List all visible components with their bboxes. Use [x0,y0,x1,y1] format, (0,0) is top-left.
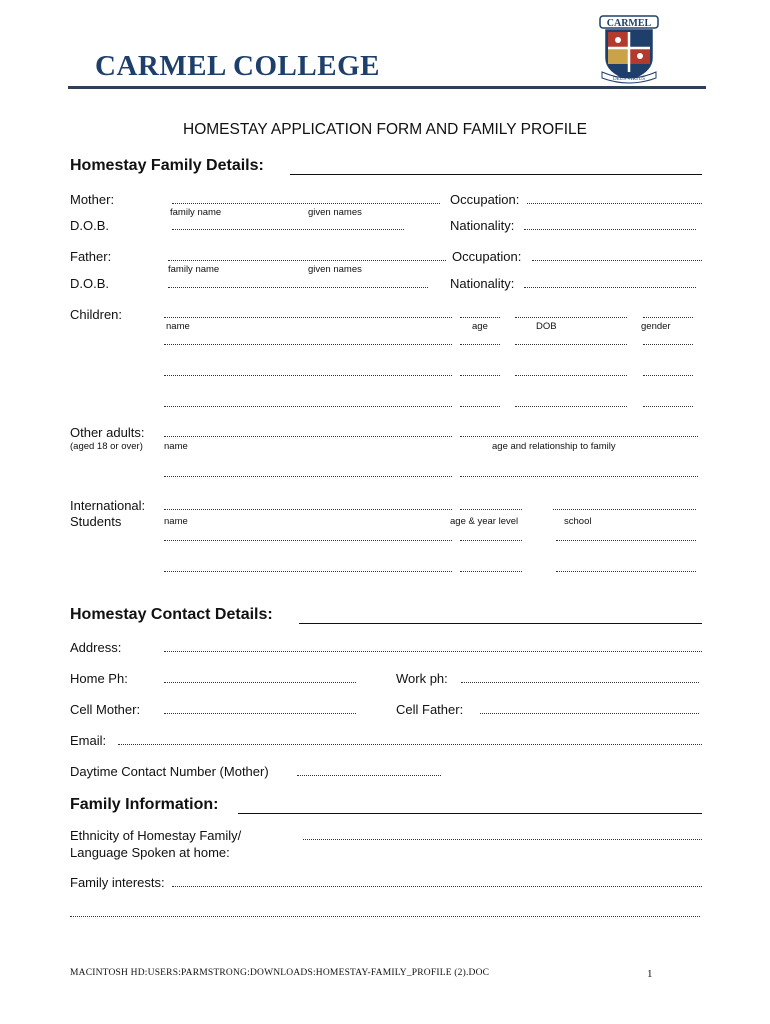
family-details-heading-rule [290,174,702,175]
other-adults-note: (aged 18 or over) [70,441,143,452]
mother-occupation-field[interactable] [527,203,702,204]
father-occupation-label: Occupation: [452,249,522,264]
crest-motto-text: DEUS VIRTUS [613,77,645,82]
student-1-name-field[interactable] [164,509,452,510]
family-interests-label: Family interests: [70,875,165,890]
work-phone-label: Work ph: [396,671,448,686]
mother-nationality-label: Nationality: [450,218,515,233]
home-phone-label: Home Ph: [70,671,128,686]
address-field[interactable] [164,651,702,652]
mother-occupation-label: Occupation: [450,192,520,207]
contact-details-heading-rule [299,623,702,624]
home-phone-field[interactable] [164,682,356,683]
mother-name-field[interactable] [172,203,440,204]
cell-mother-label: Cell Mother: [70,702,141,717]
document-path-footer: MACINTOSH HD:USERS:PARMSTRONG:DOWNLOADS:HOMESTAY-FAMILY_PROFILE (2).DOC [70,968,490,978]
student-2-school-field[interactable] [556,540,696,541]
mother-nationality-field[interactable] [524,229,696,230]
other-adult-2-relationship-field[interactable] [460,476,698,477]
student-1-age-year-field[interactable] [460,509,522,510]
family-interests-field[interactable] [172,886,702,887]
ethnicity-language-field[interactable] [303,839,702,840]
college-crest-logo [596,14,662,84]
student-age-year-hint: age & year level [450,516,519,527]
work-phone-field[interactable] [461,682,699,683]
student-2-name-field[interactable] [164,540,452,541]
page-number: 1 [647,968,653,980]
student-3-name-field[interactable] [164,571,452,572]
child-1-name-field[interactable] [164,317,452,318]
children-label: Children: [70,307,123,322]
child-3-gender-field[interactable] [643,375,693,376]
family-interests-field-2[interactable] [70,916,700,917]
crest-banner-text: CARMEL [606,18,652,29]
daytime-contact-field[interactable] [297,775,441,776]
student-3-school-field[interactable] [556,571,696,572]
students-label: Students [70,514,122,529]
child-3-name-field[interactable] [164,375,452,376]
address-label: Address: [70,640,122,655]
email-field[interactable] [118,744,702,745]
mother-family-name-hint: family name [170,207,222,218]
child-4-name-field[interactable] [164,406,452,407]
father-label: Father: [70,249,112,264]
father-dob-field[interactable] [168,287,428,288]
family-details-heading: Homestay Family Details: [70,157,264,174]
language-label: Language Spoken at home: [70,845,230,860]
child-1-gender-field[interactable] [643,317,693,318]
child-4-age-field[interactable] [460,406,500,407]
student-2-age-year-field[interactable] [460,540,522,541]
contact-details-heading: Homestay Contact Details: [70,606,273,623]
child-3-age-field[interactable] [460,375,500,376]
mother-given-names-hint: given names [308,207,362,218]
student-school-hint: school [564,516,592,527]
father-given-names-hint: given names [308,264,362,275]
child-name-hint: name [166,321,190,332]
father-nationality-field[interactable] [524,287,696,288]
child-gender-hint: gender [641,321,671,332]
cell-mother-field[interactable] [164,713,356,714]
other-adult-1-relationship-field[interactable] [460,436,698,437]
other-adults-label: Other adults: [70,425,145,440]
other-adult-1-name-field[interactable] [164,436,452,437]
international-label: International: [70,498,146,513]
child-4-gender-field[interactable] [643,406,693,407]
father-occupation-field[interactable] [532,260,702,261]
father-family-name-hint: family name [168,264,220,275]
other-adult-relationship-hint: age and relationship to family [492,441,616,452]
other-adult-name-hint: name [164,441,188,452]
college-name: CARMEL COLLEGE [95,50,380,82]
family-info-heading: Family Information: [70,796,219,813]
mother-dob-label: D.O.B. [70,218,110,233]
email-label: Email: [70,733,107,748]
child-4-dob-field[interactable] [515,406,627,407]
mother-dob-field[interactable] [172,229,404,230]
child-2-gender-field[interactable] [643,344,693,345]
form-title: HOMESTAY APPLICATION FORM AND FAMILY PROFILE [183,121,587,138]
child-3-dob-field[interactable] [515,375,627,376]
other-adult-2-name-field[interactable] [164,476,452,477]
cell-father-label: Cell Father: [396,702,464,717]
student-1-school-field[interactable] [553,509,696,510]
child-2-name-field[interactable] [164,344,452,345]
child-1-age-field[interactable] [460,317,500,318]
daytime-contact-label: Daytime Contact Number (Mother) [70,764,269,779]
father-dob-label: D.O.B. [70,276,110,291]
family-info-heading-rule [238,813,702,814]
father-nationality-label: Nationality: [450,276,515,291]
child-1-dob-field[interactable] [515,317,627,318]
child-dob-hint: DOB [536,321,557,332]
mother-label: Mother: [70,192,115,207]
ethnicity-label: Ethnicity of Homestay Family/ [70,828,242,843]
child-age-hint: age [472,321,488,332]
student-3-age-year-field[interactable] [460,571,522,572]
child-2-dob-field[interactable] [515,344,627,345]
student-name-hint: name [164,516,188,527]
child-2-age-field[interactable] [460,344,500,345]
header-rule [68,86,706,89]
father-name-field[interactable] [168,260,446,261]
cell-father-field[interactable] [480,713,699,714]
